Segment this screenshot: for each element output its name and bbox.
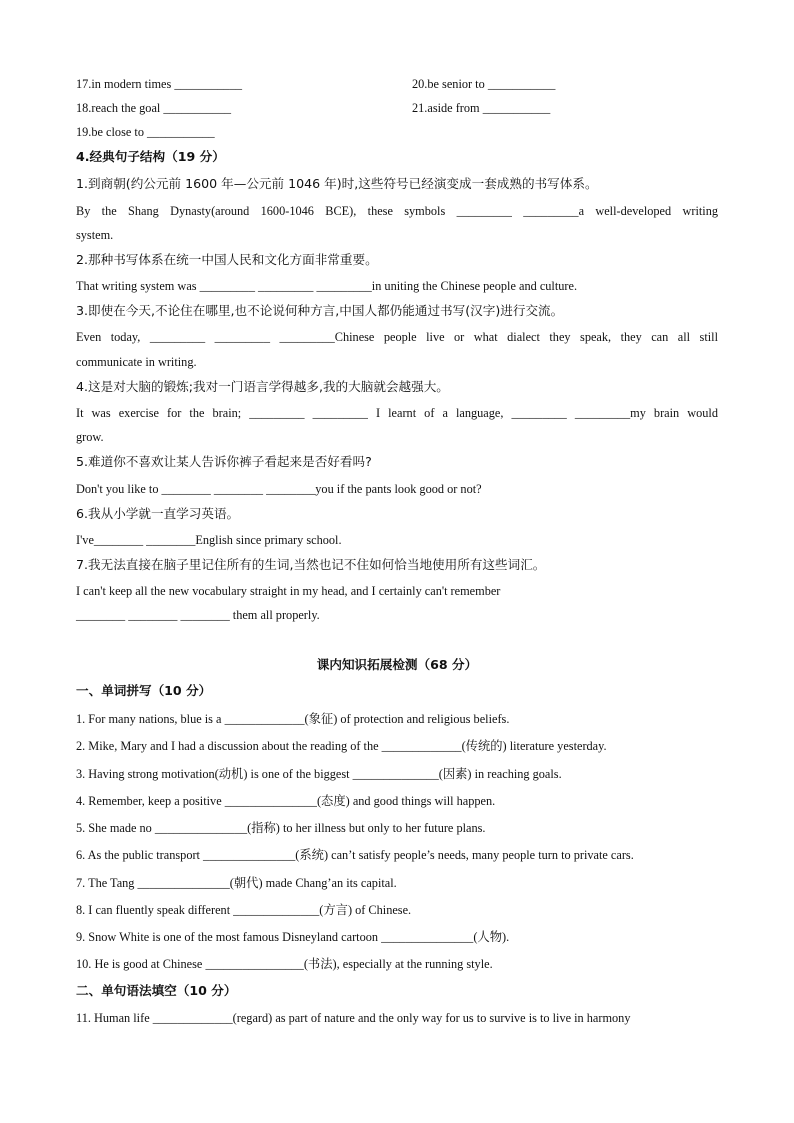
sentence-cn: 5.难道你不喜欢让某人告诉你裤子看起来是否好看吗? xyxy=(76,454,372,469)
sentence-cn: 7.我无法直接在脑子里记住所有的生词,当然也记不住如何恰当地使用所有这些词汇。 xyxy=(76,557,546,572)
extension-title: 课内知识拓展检测（68 分） xyxy=(316,657,478,672)
spelling-item: 9. Snow White is one of the most famous Disneyland cartoon _______________(人物). xyxy=(76,930,510,944)
sentence-en: system. xyxy=(76,228,114,242)
spelling-item: 1. For many nations, blue is a _____________(象征) of protection and religious beliefs. xyxy=(76,712,510,726)
phrase-item: 18.reach the goal ___________ xyxy=(76,101,232,115)
sentence-en: Don't you like to ________ ________ ________you if the pants look good or not? xyxy=(76,482,482,496)
sentence-en: ________ ________ ________ them all properly. xyxy=(76,608,320,622)
grammar-item: 11. Human life _____________(regard) as part of nature and the only way for us to survive is to live in harmony xyxy=(76,1011,631,1025)
sentence-cn: 1.到商朝(约公元前 1600 年—公元前 1046 年)时,这些符号已经演变成一套成熟的书写体系。 xyxy=(76,176,598,191)
spelling-item: 7. The Tang _______________(朝代) made Chang’an its capital. xyxy=(76,876,397,890)
sentence-en: It was exercise for the brain; _________ _________ I learnt of a language, _________ _________my brain would xyxy=(76,406,718,420)
spelling-item: 3. Having strong motivation(动机) is one of the biggest ______________(因素) in reaching goals. xyxy=(76,767,562,781)
phrase-item: 19.be close to ___________ xyxy=(76,125,215,139)
spelling-item: 8. I can fluently speak different ______________(方言) of Chinese. xyxy=(76,903,412,917)
section-title: 4.经典句子结构（19 分） xyxy=(76,149,225,164)
sentence-en: communicate in writing. xyxy=(76,355,197,369)
phrase-item: 17.in modern times ___________ xyxy=(76,77,242,91)
spelling-item: 2. Mike, Mary and I had a discussion about the reading of the _____________(传统的) literature yesterday. xyxy=(76,739,607,753)
sentence-en: That writing system was _________ _________ _________in uniting the Chinese people and culture. xyxy=(76,279,578,293)
sentence-en: I've________ ________English since primary school. xyxy=(76,533,342,547)
spelling-item: 6. As the public transport _______________(系统) can’t satisfy people’s needs, many people turn to private cars. xyxy=(76,848,634,862)
sentence-cn: 4.这是对大脑的锻炼;我对一门语言学得越多,我的大脑就会越强大。 xyxy=(76,379,449,394)
phrase-item: 21.aside from ___________ xyxy=(412,101,551,115)
sentence-en: Even today, _________ _________ _________Chinese people live or what dialect they speak, they can all still xyxy=(76,330,718,344)
sentence-cn: 3.即使在今天,不论住在哪里,也不论说何种方言,中国人都仍能通过书写(汉字)进行交流。 xyxy=(76,303,564,318)
sentence-cn: 6.我从小学就一直学习英语。 xyxy=(76,506,240,521)
spelling-item: 10. He is good at Chinese ________________(书法), especially at the running style. xyxy=(76,957,493,971)
sentence-en: By the Shang Dynasty(around 1600-1046 BCE), these symbols _________ _________a well-developed writing xyxy=(76,204,718,218)
sentence-cn: 2.那种书写体系在统一中国人民和文化方面非常重要。 xyxy=(76,252,378,267)
sentence-en: grow. xyxy=(76,430,104,444)
spelling-item: 5. She made no _______________(指称) to her illness but only to her future plans. xyxy=(76,821,486,835)
phrase-item: 20.be senior to ___________ xyxy=(412,77,556,91)
spelling-item: 4. Remember, keep a positive _______________(态度) and good things will happen. xyxy=(76,794,496,808)
sentence-en: I can't keep all the new vocabulary straight in my head, and I certainly can't remember xyxy=(76,584,501,598)
part2-title: 二、单句语法填空（10 分） xyxy=(76,983,237,998)
part1-title: 一、单词拼写（10 分） xyxy=(76,683,212,698)
